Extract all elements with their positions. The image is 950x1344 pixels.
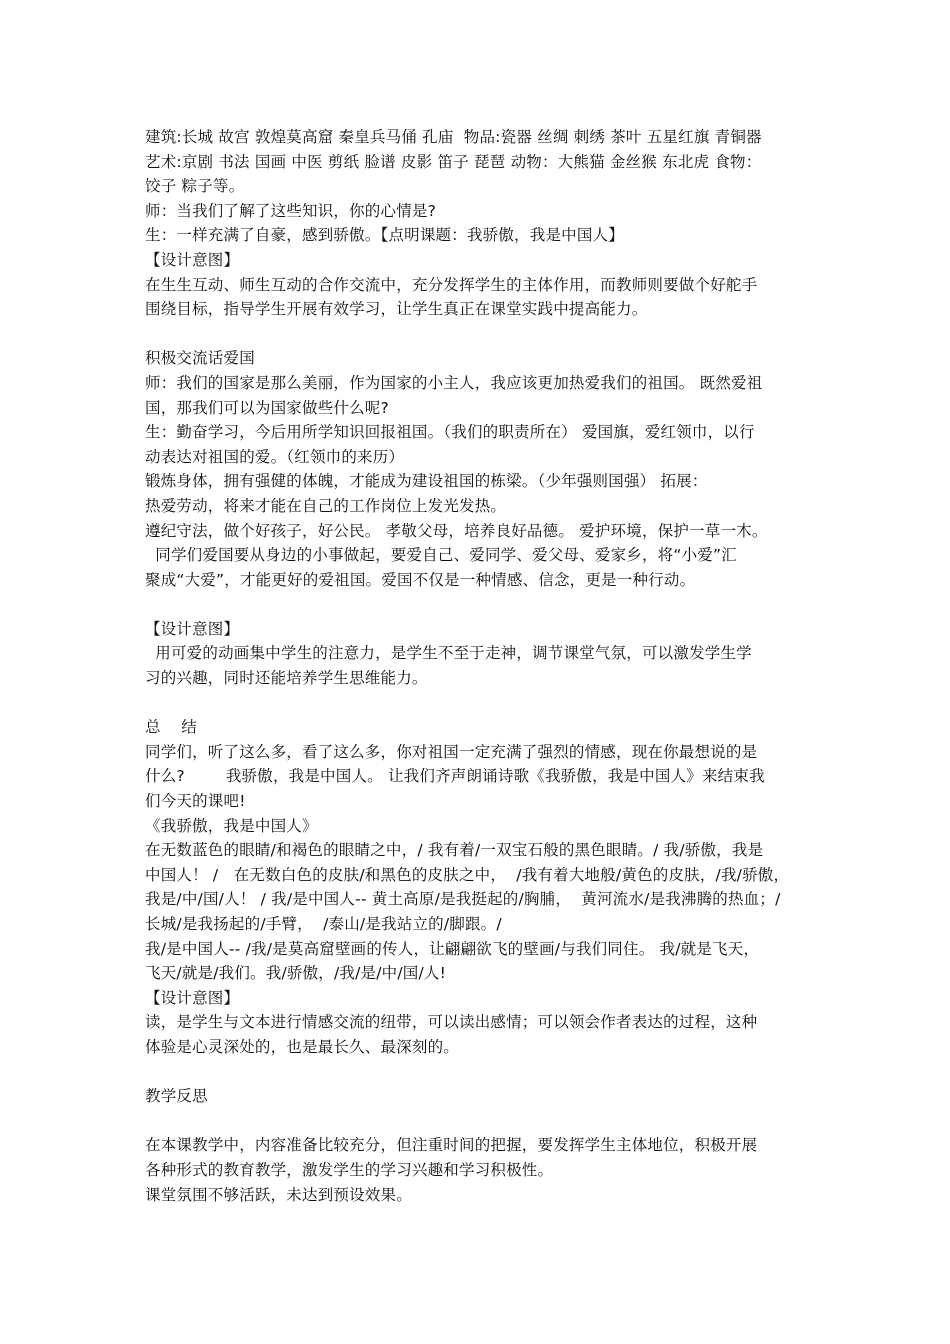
text-line: 动表达对祖国的爱。（红领巾的来历） <box>145 447 405 466</box>
section-heading: 积极交流话爱国 <box>145 349 255 368</box>
blank-line <box>145 322 815 347</box>
poem-title: 《我骄傲，我是中国人》 <box>145 816 318 835</box>
section-heading: 【设计意图】 <box>145 619 240 638</box>
text-line: 同学们，听了这么多，看了这么多，你对祖国一定充满了强烈的情感，现在你最想说的是 <box>145 742 758 761</box>
blank-line <box>145 1109 815 1134</box>
text-line: 习的兴趣，同时还能培养学生思维能力。 <box>145 669 428 688</box>
blank-line <box>145 691 815 716</box>
text-line: 读，是学生与文本进行情感交流的纽带，可以读出感情；可以领会作者表达的过程，这种 <box>145 1013 758 1032</box>
text-line: 们今天的课吧! <box>145 792 246 811</box>
poem-line: 在无数蓝色的眼睛/和褐色的眼睛之中，/ 我有着/一双宝石般的黑色眼睛。/ 我/骄傲，我是 <box>145 841 764 860</box>
text-line: 生：勤奋学习，今后用所学知识回报祖国。（我们的职责所在） 爱国旗，爱红领巾，以行 <box>145 423 755 442</box>
text-line: 各种形式的教育教学，激发学生的学习兴趣和学习积极性。 <box>145 1160 554 1179</box>
poem-line: 长城/是我扬起的/手臂， /泰山/是我站立的/脚跟。/ <box>145 915 502 933</box>
document-body <box>145 125 815 1207</box>
section-heading: 【设计意图】 <box>145 250 240 269</box>
text-line: 师：我们的国家是那么美丽，作为国家的小主人，我应该更加热爱我们的祖国。 既然爱祖 <box>145 373 763 392</box>
section-heading: 【设计意图】 <box>145 988 240 1007</box>
text-line: 聚成“大爱”，才能更好的爱祖国。爱国不仅是一种情感、信念，更是一种行动。 <box>145 570 696 589</box>
poem-line: 飞天/就是/我们。我/骄傲，/我/是/中/国/人! <box>145 964 446 983</box>
poem-line: 我是/中/国/人！ / 我/是中国人-- 黄土高原/是我挺起的/胸脯， 黄河流水/是我沸腾的热血；/ <box>145 890 781 909</box>
text-line: 艺术:京剧 书法 国画 中医 剪纸 脸谱 皮影 笛子 琵琶 动物：大熊猫 金丝猴 东北虎 食物： <box>145 152 762 171</box>
text-line: 饺子 粽子等。 <box>145 177 245 196</box>
blank-line <box>145 592 815 617</box>
text-line: 体验是心灵深处的，也是最长久、最深刻的。 <box>145 1037 460 1056</box>
text-line: 热爱劳动，将来才能在自己的工作岗位上发光发热。 <box>145 496 507 515</box>
text-line: 在生生互动、师生互动的合作交流中，充分发挥学生的主体作用，而教师则要做个好舵手 <box>145 275 758 294</box>
text-line: 用可爱的动画集中学生的注意力，是学生不至于走神，调节课堂气氛，可以激发学生学 <box>145 644 752 663</box>
blank-line <box>145 1060 815 1085</box>
text-line: 国，那我们可以为国家做些什么呢? <box>145 398 389 417</box>
text-line: 围绕目标，指导学生开展有效学习，让学生真正在课堂实践中提高能力。 <box>145 300 648 319</box>
text-line: 锻炼身体，拥有强健的体魄，才能成为建设祖国的栋梁。（少年强则国强） 拓展： <box>145 472 708 491</box>
text-line: 生：一样充满了自豪，感到骄傲。【点明课题：我骄傲，我是中国人】 <box>145 226 624 245</box>
text-line: 什么? 我骄傲，我是中国人。 让我们齐声朗诵诗歌《我骄傲，我是中国人》来结束我 <box>145 767 765 786</box>
text-line: 建筑:长城 故宫 敦煌莫高窟 秦皇兵马俑 孔庙 物品:瓷器 丝绸 刺绣 茶叶 五星红旗 青铜器 <box>145 128 762 146</box>
text-line: 课堂氛围不够活跃，未达到预设效果。 <box>145 1185 412 1204</box>
section-heading: 教学反思 <box>145 1087 208 1106</box>
poem-line: 中国人！ / 在无数白色的皮肤/和黑色的皮肤之中， /我有着大地般/黄色的皮肤，/我/骄傲， <box>145 865 790 884</box>
poem-line: 我/是中国人-- /我/是莫高窟壁画的传人，让翩翩欲飞的壁画/与我们同住。 我/就是飞天， <box>145 939 760 958</box>
text-line: 在本课教学中，内容准备比较充分，但注重时间的把握，要发挥学生主体地位，积极开展 <box>145 1136 758 1155</box>
text-line: 同学们爱国要从身边的小事做起，要爱自己、爱同学、爱父母、爱家乡，将“小爱”汇 <box>145 546 737 565</box>
text-line: 师：当我们了解了这些知识，你的心情是? <box>145 201 437 220</box>
section-heading: 总 结 <box>145 718 197 737</box>
text-line: 遵纪守法，做个好孩子，好公民。 孝敬父母，培养良好品德。 爱护环境，保护一草一木。 <box>145 521 768 540</box>
